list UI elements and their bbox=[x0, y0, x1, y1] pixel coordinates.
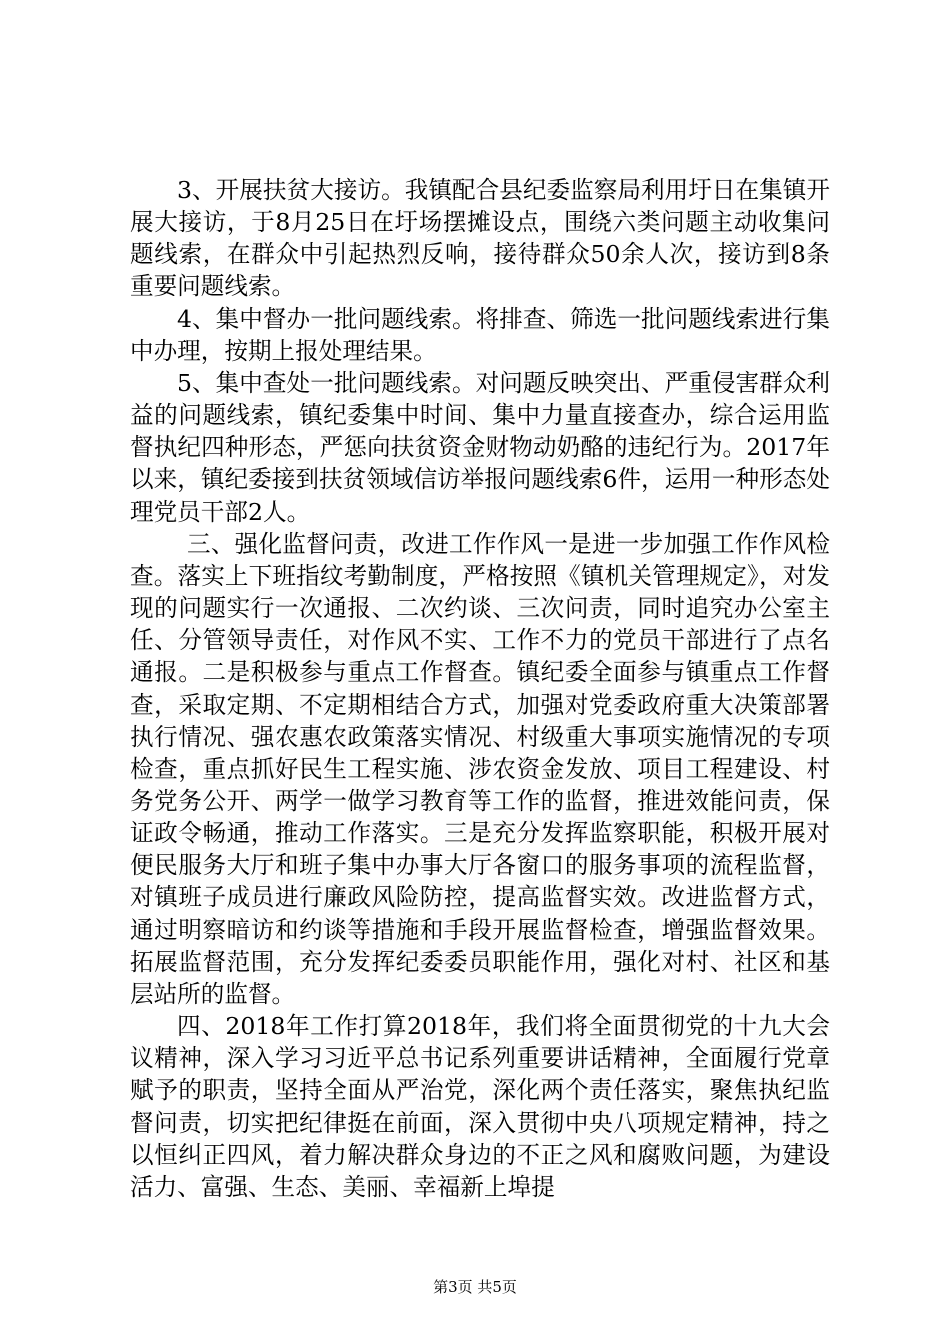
paragraph-2018-plan: 四、2018年工作打算2018年，我们将全面贯彻党的十九大会议精神，深入学习习近平总书记系列重要讲话精神，全面履行党章赋予的职责，坚持全面从严治党，深化两个责任落实，聚焦执纪监督问责，切实把纪律挺在前面，深入贯彻中央八项规定精神，持之以恒纠正四风，着力解决群众身边的不正之风和腐败问题，为建设活力、富强、生态、美丽、幸福新上埠提 bbox=[130, 1012, 830, 1201]
page-footer: 第3页 共5页 bbox=[433, 1278, 517, 1296]
document-body bbox=[130, 174, 830, 1203]
paragraph-investigate-clues: 5、集中查处一批问题线索。对问题反映突出、严重侵害群众利益的问题线索，镇纪委集中时间、集中力量直接查办，综合运用监督执纪四种形态，严惩向扶贫资金财物动奶酪的违纪行为。2017年以来，镇纪委接到扶贫领域信访举报问题线索6件，运用一种形态处理党员干部2人。 bbox=[130, 368, 830, 526]
paragraph-poverty-visits: 3、开展扶贫大接访。我镇配合县纪委监察局利用圩日在集镇开展大接访，于8月25日在圩场摆摊设点，围绕六类问题主动收集问题线索，在群众中引起热烈反响，接待群众50余人次，接访到8条重要问题线索。 bbox=[130, 176, 830, 301]
paragraph-supervise-clues: 4、集中督办一批问题线索。将排查、筛选一批问题线索进行集中办理，按期上报处理结果。 bbox=[130, 304, 830, 365]
paragraph-strengthen-supervision: 三、强化监督问责，改进工作作风一是进一步加强工作作风检查。落实上下班指纹考勤制度，严格按照《镇机关管理规定》，对发现的问题实行一次通报、二次约谈、三次问责，同时追究办公室主任、分管领导责任，对作风不实、工作不力的党员干部进行了点名通报。二是积极参与重点工作督查。镇纪委全面参与镇重点工作督查，采取定期、不定期相结合方式，加强对党委政府重大决策部署执行情况、强农惠农政策落实情况、村级重大事项实施情况的专项检查，重点抓好民生工程实施、涉农资金发放、项目工程建设、村务党务公开、两学一做学习教育等工作的监督，推进效能问责，保证政令畅通，推动工作落实。三是充分发挥监察职能，积极开展对便民服务大厅和班子集中办事大厅各窗口的服务事项的流程监督，对镇班子成员进行廉政风险防控，提高监督实效。改进监督方式，通过明察暗访和约谈等措施和手段开展监督检查，增强监督效果。拓展监督范围，充分发挥纪委委员职能作用，强化对村、社区和基层站所的监督。 bbox=[130, 529, 830, 1008]
